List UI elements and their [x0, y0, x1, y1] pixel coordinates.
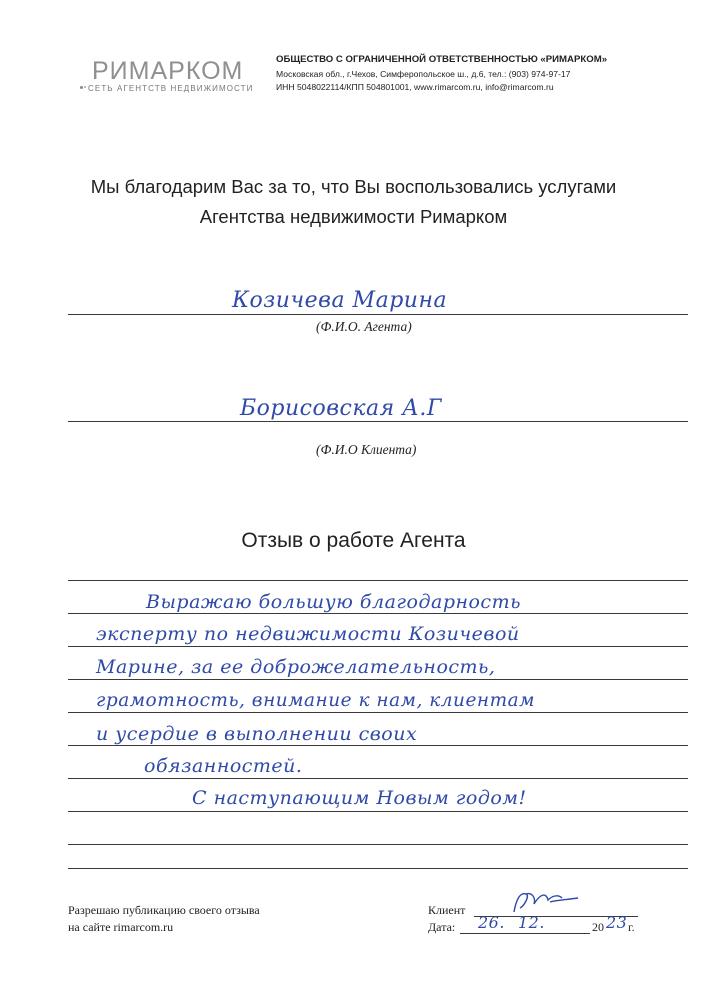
agent-name-handwritten: Козичева Марина — [232, 288, 448, 313]
client-signature-line — [68, 421, 688, 422]
logo-mark-icon — [80, 86, 83, 89]
company-address: Московская обл., г.Чехов, Симферопольское ш., д.6, тел.: (903) 974-97-17 — [276, 69, 571, 79]
review-line — [68, 844, 688, 845]
review-text-line: эксперту по недвижимости Козичевой — [96, 623, 520, 645]
review-text-line: Марине, за ее доброжелательность, — [96, 656, 496, 678]
permission-line-2: на сайте rimarcom.ru — [68, 920, 174, 934]
thanks-line-2: Агентства недвижимости Римарком — [199, 206, 508, 227]
review-text-line: и усердие в выполнении своих — [96, 723, 418, 745]
review-text-line: грамотность, внимание к нам, клиентам — [96, 690, 535, 711]
date-month: 12. — [518, 913, 545, 932]
client-signature-scribble — [506, 886, 586, 916]
agent-signature-line — [68, 314, 688, 315]
review-text-line: обязанностей. — [144, 755, 303, 777]
company-requisites: ИНН 5048022114/КПП 504801001, www.rimarcom.ru, info@rimarcom.ru — [276, 82, 554, 92]
date-year-handwritten: 23 — [606, 913, 628, 932]
client-label: Клиент — [428, 903, 466, 917]
logo-name: РИМАРКОМ — [92, 57, 244, 85]
logo-mark-icon — [84, 86, 86, 88]
client-caption: (Ф.И.О Клиента) — [316, 442, 417, 457]
review-line — [68, 778, 688, 779]
review-title: Отзыв о работе Агента — [241, 529, 466, 552]
review-text-line: С наступающим Новым годом! — [192, 787, 527, 809]
review-line — [68, 679, 688, 680]
review-line — [68, 712, 688, 713]
date-year-prefix: 20 — [592, 920, 604, 934]
review-line — [68, 811, 688, 812]
thanks-line-1: Мы благодарим Вас за то, что Вы воспользовались услугами — [90, 176, 617, 197]
date-day: 26. — [478, 913, 505, 932]
agent-caption: (Ф.И.О. Агента) — [316, 319, 412, 334]
permission-line-1: Разрешаю публикацию своего отзыва — [68, 903, 260, 917]
logo-tagline: СЕТЬ АГЕНТСТВ НЕДВИЖИМОСТИ — [88, 84, 254, 93]
review-line — [68, 613, 688, 614]
review-text-line: Выражаю большую благодарность — [146, 591, 521, 613]
date-year-suffix: г. — [628, 920, 635, 934]
client-name-handwritten: Борисовская А.Г — [240, 396, 442, 421]
date-line — [460, 933, 590, 934]
review-line — [68, 745, 688, 746]
date-label: Дата: — [428, 920, 456, 934]
company-name: ОБЩЕСТВО С ОГРАНИЧЕННОЙ ОТВЕТСТВЕННОСТЬЮ «РИМАРКОМ» — [276, 54, 608, 65]
review-line — [68, 646, 688, 647]
review-line — [68, 868, 688, 869]
review-line — [68, 580, 688, 581]
